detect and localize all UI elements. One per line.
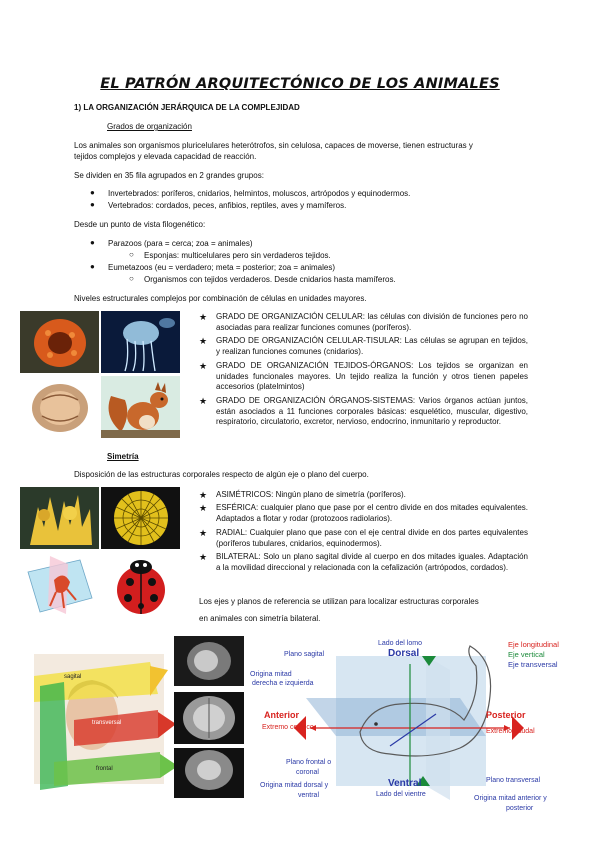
symmetry-bilateral: BILATERAL: Solo un plano sagital divide al cuerpo en dos mitades iguales. Adaptación a la movilidad direccional y relacionada con la cefalización (artrópodos, cordados). [216,552,528,572]
level-tejidos-organos: GRADO DE ORGANIZACIÓN TEJIDOS-ÓRGANOS: Los tejidos se organizan en unidades funcionales mayores. Un tejido realiza la función y otros tienen papeles accesorios (platelmintos) [216,361,528,391]
eje-transversal-label: Eje transversal [508,660,558,669]
plano-transversal-label: Plano transversal [486,777,541,784]
anterior-label: Anterior [264,710,300,720]
level-celular: GRADO DE ORGANIZACIÓN CELULAR: las células con división de funciones pero no asociadas para realizar funciones comunes (poríferos). [216,312,528,332]
sagital-desc-2: derecha e izquierda [252,680,314,687]
transversal-desc-2: posterior [506,805,534,812]
head-planes-figure [34,636,244,798]
ventral-label: Ventral [388,778,422,789]
eumetazoos: Eumetazoos (eu = verdadero; meta = posterior; zoa = animales) [108,263,336,272]
intro-line-1: Los animales son organismos pluricelulares heterótrofos, sin celulosa, capaces de moverse, tienen estructuras y [74,141,473,150]
dorsal-label: Dorsal [388,648,420,659]
squirrel-photo [101,376,180,438]
page-title: EL PATRÓN ARQUITECTÓNICO DE LOS ANIMALES [100,76,500,92]
coral-sponge-photo [20,487,99,549]
division-text: Se dividen en 35 fila agrupados en 2 grandes grupos: [74,171,264,180]
radiolarian-photo [101,487,180,549]
phylo-intro: Desde un punto de vista filogenético: [74,220,206,229]
parazoos-sub: Esponjas: multicelulares pero sin verdaderos tejidos. [144,251,331,260]
bullet-icon: ● [90,262,95,271]
star-bullet-icon: ★ [199,503,208,513]
intro-line-2: tejidos complejos y elevada capacidad de reacción. [74,152,257,161]
caudal-label: Extremo caudal [486,728,535,735]
eje-longitudinal-label: Eje longitudinal [508,640,559,649]
symmetry-intro: Disposición de las estructuras corporales respecto de algún eje o plano del cuerpo. [74,470,369,479]
vientre-label: Lado del vientre [376,791,426,798]
frontal-desc-2: ventral [298,792,320,799]
eje-vertical-label: Eje vertical [508,650,545,659]
cefalico-label: Extremo cefálico [262,724,314,731]
plano-sagital-label: Plano sagital [284,651,325,658]
ladybug-photo [101,552,180,618]
lomo-label: Lado del lomo [378,640,422,647]
sagital-label: sagital [64,674,82,680]
axes-line-2: en animales con simetría bilateral. [199,614,321,623]
frontal-desc-1: Origina mitad dorsal y [260,782,329,789]
sagital-desc-1: Origina mitad [250,671,292,678]
subheading-simetria: Simetría [107,452,139,461]
bullet-icon: ● [90,200,95,209]
star-bullet-icon: ★ [199,528,208,538]
axes-line-1: Los ejes y planos de referencia se utilizan para localizar estructuras corporales [199,597,479,606]
star-bullet-icon: ★ [199,396,208,406]
subheading-grados: Grados de organización [107,122,192,131]
symmetry-esferica: ESFÉRICA: cualquier plano que pase por el centro divide en dos mitades equivalentes. Adaptados a flotar y rodar (protozoos radiolarios). [216,503,528,523]
circle-bullet-icon: ○ [129,250,134,259]
levels-intro: Niveles estructurales complejos por combinación de células en unidades mayores. [74,294,367,303]
posterior-label: Posterior [486,710,526,720]
circle-bullet-icon: ○ [129,274,134,283]
bilateral-axes-diagram [250,636,582,818]
eumetazoos-sub: Organismos con tejidos verdaderos. Desde cnidarios hasta mamíferos. [144,275,396,284]
jellyfish-photo [101,311,180,373]
level-celular-tisular: GRADO DE ORGANIZACIÓN CELULAR-TISULAR: Las células se agrupan en tejidos, y realizan funciones comunes (cnidarios). [216,336,528,356]
frontal-label: frontal [96,766,113,772]
radial-symmetry-figure [20,552,99,618]
section-heading: 1) LA ORGANIZACIÓN JERÁRQUICA DE LA COMPLEJIDAD [74,103,300,112]
star-bullet-icon: ★ [199,552,208,562]
star-bullet-icon: ★ [199,361,208,371]
flatworm-photo [20,376,99,438]
symmetry-radial: RADIAL: Cualquier plano que pase con el eje central divide en dos partes equivalentes (poríferos tubulares, cnidarios, equinodermos). [216,528,528,548]
parazoos: Parazoos (para = cerca; zoa = animales) [108,239,253,248]
bullet-icon: ● [90,188,95,197]
level-organos-sistemas: GRADO DE ORGANIZACIÓN ÓRGANOS-SISTEMAS: Varios órganos actúan juntos, están asociados a 11 funciones corporales básicas: esquelético, muscular, digestivo, respiratorio, circulatorio, excretor, nervioso, endocrino, inmunitario y reproductor. [216,396,528,426]
group-invertebrados: Invertebrados: poríferos, cnidarios, helmintos, moluscos, artrópodos y equinodermos. [108,189,411,198]
plano-frontal-label-2: coronal [296,769,319,776]
star-bullet-icon: ★ [199,312,208,322]
transversal-label: transversal [92,720,122,726]
group-vertebrados: Vertebrados: cordados, peces, anfibios, reptiles, aves y mamíferos. [108,201,347,210]
bullet-icon: ● [90,238,95,247]
star-bullet-icon: ★ [199,490,208,500]
star-bullet-icon: ★ [199,336,208,346]
plano-frontal-label-1: Plano frontal o [286,759,332,766]
symmetry-asimetricos: ASIMÉTRICOS: Ningún plano de simetría (poríferos). [216,490,406,499]
sponge-photo [20,311,99,373]
transversal-desc-1: Origina mitad anterior y [474,795,547,802]
